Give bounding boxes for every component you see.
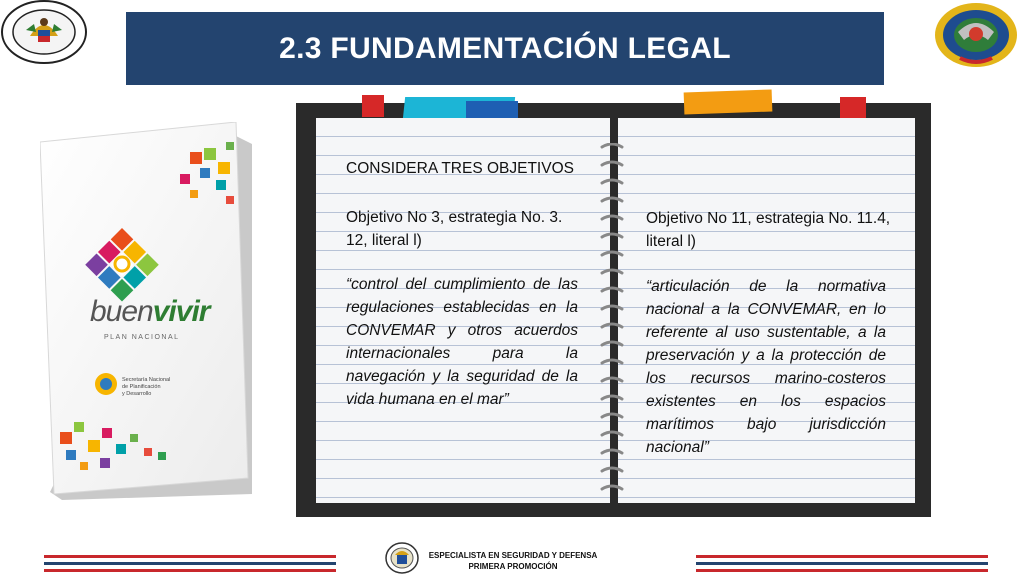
book-org [122,377,170,398]
book-brand-vivir: vivir [152,295,210,328]
notebook-tab-red-right [840,97,866,119]
footer-stripe-left-red [44,555,336,558]
buen-vivir-book-cover [40,122,258,500]
footer-emblem [385,542,419,574]
footer-stripe-left-red-2 [44,569,336,572]
title-bar [126,12,884,85]
book-org-line2: de Planificación [122,384,161,390]
page-title: 2.3 FUNDAMENTACIÓN LEGAL [279,31,731,65]
right-seal-logo [932,2,1020,68]
book-org-line1: Secretaría Nacional [122,377,171,383]
book-subtitle: PLAN NACIONAL [104,334,180,341]
footer-stripe-right-red [696,555,988,558]
footer-stripe-left-blue [44,562,336,565]
left-page-heading: CONSIDERA TRES OBJETIVOS [346,160,574,177]
book-brand-buen: buen [90,295,153,328]
footer-stripe-right-red-2 [696,569,988,572]
spiral-binding [600,143,624,503]
footer-caption [418,550,608,572]
footer-stripe-right-blue [696,562,988,565]
left-seal-logo [0,0,88,64]
right-page-objective: Objetivo No 11, estrategia No. 11.4, literal l) [646,210,891,250]
notebook-tab-orange [684,89,773,114]
footer-line2: PRIMERA PROMOCIÓN [468,562,558,571]
notebook-tab-red [362,95,384,117]
right-page-quote: “articulación de la normativa nacional a la CONVEMAR, en lo referente al uso sustentable, a la preservación y a la protección de los recursos marino-costeros existentes en los espacios marítimos bajo jurisdicción nacional” [646,278,886,456]
book-brand [90,295,209,329]
left-page-quote: “control del cumplimiento de las regulaciones establecidas en la CONVEMAR y otros acuerdos internacionales para la navegación y la seguridad de la vida humana en el mar” [346,276,578,408]
footer-line1: ESPECIALISTA EN SEGURIDAD Y DEFENSA [428,551,598,560]
book-org-line3: y Desarrollo [122,391,152,397]
left-page-objective: Objetivo No 3, estrategia No. 3. 12, literal l) [346,209,563,249]
